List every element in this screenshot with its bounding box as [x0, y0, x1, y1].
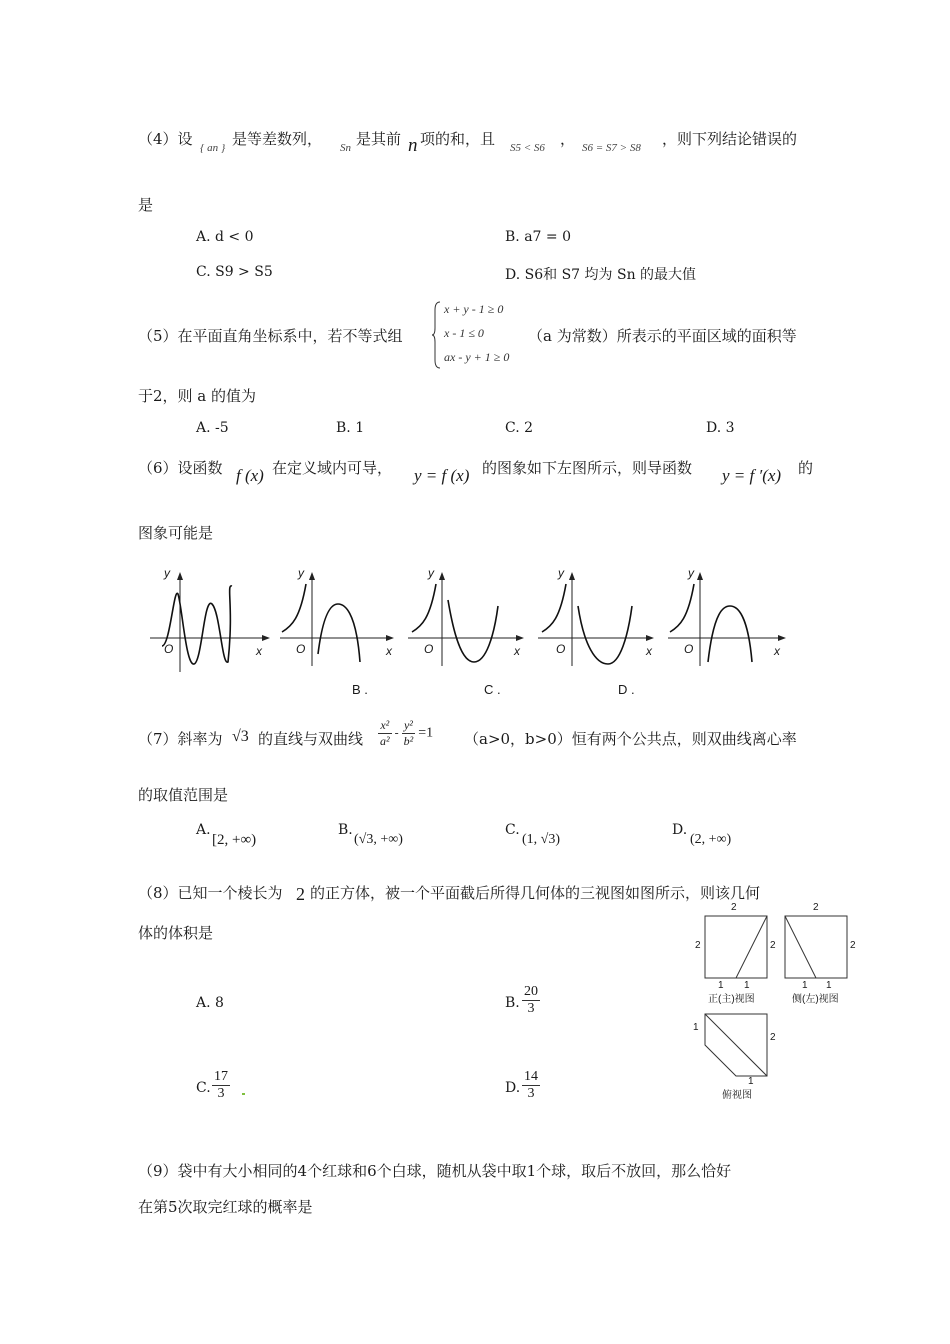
q6-text-1: （6）设函数	[138, 459, 223, 477]
q7-hyperbola	[378, 718, 433, 749]
q4-cond-2: S6 = S7 > S8	[582, 142, 641, 154]
q7-option-b: B.	[338, 822, 353, 838]
q8-option-d-fraction	[522, 1069, 540, 1102]
q6-text-5: 图象可能是	[138, 524, 214, 542]
q4-text-1: 是等差数列，	[232, 130, 323, 148]
q8-option-d-den: 3	[527, 1086, 535, 1101]
q5-inequality-3: ax - y + 1 ≥ 0	[444, 350, 510, 364]
q6-label-c: C .	[484, 682, 501, 697]
q7-minus: -	[394, 725, 399, 740]
q8-top-left-dim: 1	[693, 1022, 699, 1033]
q7-text-4: 的取值范围是	[138, 786, 229, 804]
q6-graph-b-y: y	[428, 566, 434, 580]
q6-graph-d	[666, 566, 791, 676]
q7-option-a: A.	[196, 822, 211, 838]
q8-option-c-num: 17	[214, 1069, 228, 1084]
q5-option-b: B. 1	[336, 420, 365, 436]
q8-text-1: （8）已知一个棱长为	[138, 884, 283, 902]
q8-option-c-mark	[242, 1093, 245, 1095]
q7-eq: =1	[418, 725, 434, 741]
q5-option-a: A. -5	[196, 420, 229, 436]
q9-text-1: （9）袋中有大小相同的4个红球和6个白球，随机从袋中取1个球，取后不放回，那么恰好	[138, 1162, 732, 1180]
q8-side-view-label: 侧(左)视图	[792, 994, 839, 1005]
q5-text-1: （5）在平面直角坐标系中，若不等式组	[138, 327, 403, 345]
q6-graph-original-y: y	[164, 566, 170, 580]
q6-graph-original-o: O	[164, 642, 174, 656]
q6-graph-a-y: y	[298, 566, 304, 580]
q4-sn: Sn	[340, 142, 351, 154]
q8-front-bottom-dim-1: 1	[718, 980, 724, 991]
q4-num: （4）设	[138, 130, 193, 148]
q8-option-a: A. 8	[196, 995, 224, 1011]
q8-top-right-dim: 2	[770, 1032, 776, 1043]
q8-side-top-dim: 2	[813, 902, 819, 913]
q5-option-c: C. 2	[505, 420, 534, 436]
q4-text-5: 是	[138, 196, 154, 214]
q8-text-2: 的正方体，被一个平面截后所得几何体的三视图如图所示，则该几何	[310, 884, 761, 902]
q6-text-3: 的图象如下左图所示，则导函数	[482, 459, 693, 477]
q8-option-b: B.	[505, 995, 520, 1011]
q7-option-a-value: [2, +∞)	[212, 832, 257, 848]
q6-graph-a	[278, 566, 403, 676]
q8-option-b-den: 3	[527, 1001, 535, 1016]
q8-front-right-dim: 2	[770, 940, 776, 951]
q8-option-c-den: 3	[217, 1086, 225, 1101]
q4-text-3: 项的和，且	[420, 130, 496, 148]
q7-text-2: 的直线与双曲线	[258, 730, 364, 748]
q5-option-d: D. 3	[706, 420, 735, 436]
q8-front-view-label: 正(主)视图	[708, 994, 755, 1005]
q6-label-d: D .	[618, 682, 635, 697]
q8-option-d-num: 14	[524, 1069, 538, 1084]
q8-text-3: 体的体积是	[138, 924, 214, 942]
q8-top-view-label: 俯视图	[722, 1090, 752, 1101]
q6-y-fprime-x: y = f ′(x)	[722, 466, 782, 485]
q6-graph-original	[148, 566, 273, 676]
q4-comma: ，	[560, 130, 576, 148]
q4-option-b: B. a7 = 0	[505, 229, 571, 245]
q7-text-1: （7）斜率为	[138, 730, 223, 748]
q4-seq: { an }	[200, 142, 226, 154]
q8-option-d: D.	[505, 1080, 521, 1096]
q8-front-top-dim: 2	[731, 902, 737, 913]
q4-n: n	[408, 135, 418, 156]
q8-option-c-fraction	[212, 1069, 230, 1102]
q6-graph-original-x: x	[256, 644, 262, 658]
q6-graph-c-x: x	[646, 644, 652, 658]
q7-option-d: D.	[672, 822, 688, 838]
q4-text-2: 是其前	[356, 130, 402, 148]
q9-text-2: 在第5次取完红球的概率是	[138, 1198, 313, 1216]
q6-graph-d-y: y	[688, 566, 694, 580]
q6-graph-b-x: x	[514, 644, 520, 658]
q6-text-2: 在定义域内可导，	[272, 459, 393, 477]
q6-graph-c-y: y	[558, 566, 564, 580]
q7-option-b-value: (√3, +∞)	[354, 832, 403, 847]
q8-side-right-dim: 2	[850, 940, 856, 951]
q7-option-d-value: (2, +∞)	[690, 832, 732, 847]
q4-option-d: D. S6和 S7 均为 Sn 的最大值	[505, 267, 697, 283]
q7-option-c-value: (1, √3)	[522, 832, 561, 847]
q8-side-bottom-dim-2: 1	[826, 980, 832, 991]
q8-side-bottom-dim-1: 1	[802, 980, 808, 991]
q7-b2: b²	[403, 734, 414, 748]
q5-inequality-2: x - 1 ≤ 0	[444, 326, 484, 340]
q6-y-f-x: y = f (x)	[414, 466, 470, 485]
q8-option-c: C.	[196, 1080, 211, 1096]
q6-graph-c-o: O	[556, 642, 566, 656]
q6-text-4: 的	[798, 459, 814, 477]
q7-option-c: C.	[505, 822, 520, 838]
q6-graph-c	[536, 566, 661, 676]
q8-option-b-fraction	[522, 984, 540, 1017]
q8-top-bottom-dim: 1	[748, 1076, 754, 1087]
q5-text-2: （a 为常数）所表示的平面区域的面积等	[528, 327, 797, 345]
q6-graph-d-x: x	[774, 644, 780, 658]
q4-option-a: A. d < 0	[196, 229, 254, 245]
q6-label-b: B .	[352, 682, 368, 697]
q8-option-b-num: 20	[524, 984, 538, 999]
q5-brace	[432, 300, 442, 370]
q8-front-left-dim: 2	[695, 940, 701, 951]
q4-cond-1: S5 < S6	[510, 142, 545, 154]
q7-x2: x²	[378, 718, 392, 734]
q8-front-bottom-dim-2: 1	[744, 980, 750, 991]
q6-graph-b	[406, 566, 531, 676]
q6-graph-a-o: O	[296, 642, 306, 656]
q5-inequality-1: x + y - 1 ≥ 0	[444, 302, 504, 316]
q7-text-3: （a>0，b>0）恒有两个公共点，则双曲线离心率	[464, 730, 797, 748]
q7-a2: a²	[380, 734, 390, 748]
q7-y2: y²	[402, 718, 416, 734]
q6-graph-d-o: O	[684, 642, 694, 656]
q5-text-3: 于2，则 a 的值为	[138, 387, 257, 405]
q4-text-4: ，则下列结论错误的	[662, 130, 798, 148]
q4-option-c: C. S9 > S5	[196, 264, 273, 280]
q6-graph-a-x: x	[386, 644, 392, 658]
q8-two: 2	[296, 884, 305, 904]
q6-graph-b-o: O	[424, 642, 434, 656]
q7-sqrt3: √3	[232, 728, 249, 745]
q6-f-x: f (x)	[236, 466, 264, 485]
